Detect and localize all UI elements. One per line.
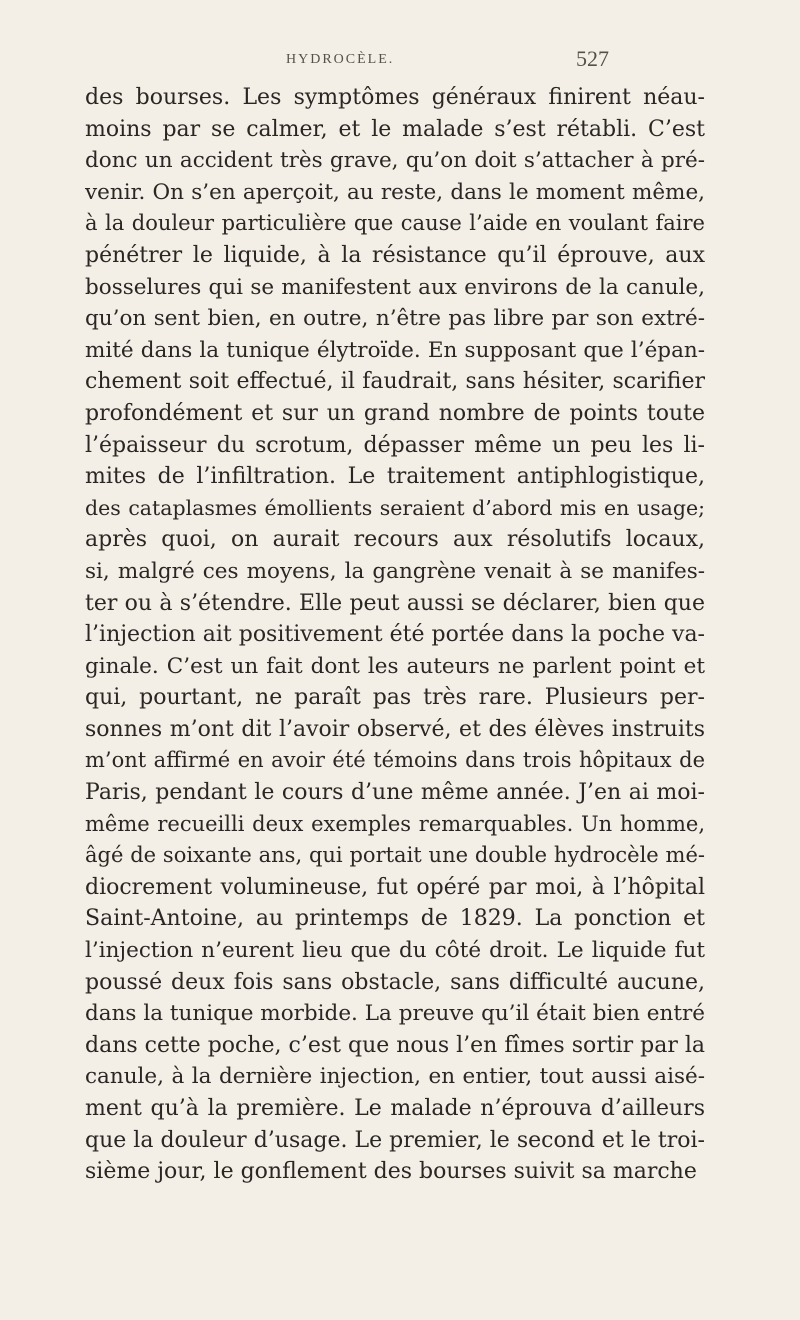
text-line: venir. On s’en aperçoit, au reste, dans le moment même, (85, 179, 705, 205)
text-line: moins par se calmer, et le malade s’est rétabli. C’est (85, 116, 705, 142)
text-line: mité dans la tunique élytroïde. En supposant que l’épan- (85, 337, 705, 363)
text-line: sième jour, le gonflement des bourses suivit sa marche (85, 1159, 697, 1185)
text-line: si, malgré ces moyens, la gangrène venait à se manifes- (85, 558, 705, 584)
text-line: l’injection ait positivement été portée dans la poche va- (85, 622, 705, 648)
text-line: des bourses. Les symptômes généraux finirent néau- (85, 85, 705, 110)
text-line: dans la tunique morbide. La preuve qu’il était bien entré (85, 1001, 705, 1027)
text-line: âgé de soixante ans, qui portait une double hydrocèle mé- (85, 843, 705, 868)
text-line: bosselures qui se manifestent aux environs de la canule, (85, 274, 705, 300)
text-line: dans cette poche, c’est que nous l’en fîmes sortir par la (85, 1032, 705, 1058)
text-line: canule, à la dernière injection, en entier, tout aussi aisé- (85, 1064, 705, 1090)
text-line: ment qu’à la première. Le malade n’éprouva d’ailleurs (85, 1096, 705, 1121)
text-line: Saint-Antoine, au printemps de 1829. La ponction et (85, 906, 705, 932)
text-line: que la douleur d’usage. Le premier, le second et le troi- (85, 1127, 705, 1153)
page-number: 527 (576, 46, 609, 71)
text-line: sonnes m’ont dit l’avoir observé, et des élèves instruits (85, 716, 705, 742)
text-line: qu’on sent bien, en outre, n’être pas libre par son extré- (85, 306, 705, 332)
text-line: poussé deux fois sans obstacle, sans difficulté aucune, (85, 969, 705, 995)
running-title: HYDROCÈLE. (286, 52, 395, 67)
text-line: Paris, pendant le cours d’une même année. J’en ai moi- (85, 780, 705, 806)
text-line: profondément et sur un grand nombre de points toute (85, 400, 705, 426)
text-line: donc un accident très grave, qu’on doit s’attacher à pré- (85, 148, 705, 174)
text-line: des cataplasmes émollients seraient d’abord mis en usage; (85, 495, 705, 520)
text-line: à la douleur particulière que cause l’aide en voulant faire (85, 211, 705, 236)
body-text (85, 82, 705, 1188)
text-line: ginale. C’est un fait dont les auteurs ne parlent point et (85, 653, 705, 679)
text-line: pénétrer le liquide, à la résistance qu’il éprouve, aux (85, 242, 705, 268)
text-line: après quoi, on aurait recours aux résolutifs locaux, (85, 527, 705, 553)
text-line: m’ont affirmé en avoir été témoins dans trois hôpitaux de (85, 748, 705, 773)
text-line: ter ou à s’étendre. Elle peut aussi se déclarer, bien que (85, 590, 705, 616)
text-line: même recueilli deux exemples remarquables. Un homme, (85, 811, 705, 836)
text-line: qui, pourtant, ne paraît pas très rare. Plusieurs per- (85, 685, 705, 711)
text-line: mites de l’infiltration. Le traitement antiphlogistique, (85, 464, 705, 490)
text-line: diocrement volumineuse, fut opéré par moi, à l’hôpital (85, 874, 705, 900)
text-line: chement soit effectué, il faudrait, sans hésiter, scarifier (85, 369, 705, 395)
text-line: l’injection n’eurent lieu que du côté droit. Le liquide fut (85, 938, 705, 964)
text-line: l’épaisseur du scrotum, dépasser même un peu les li- (85, 432, 705, 458)
